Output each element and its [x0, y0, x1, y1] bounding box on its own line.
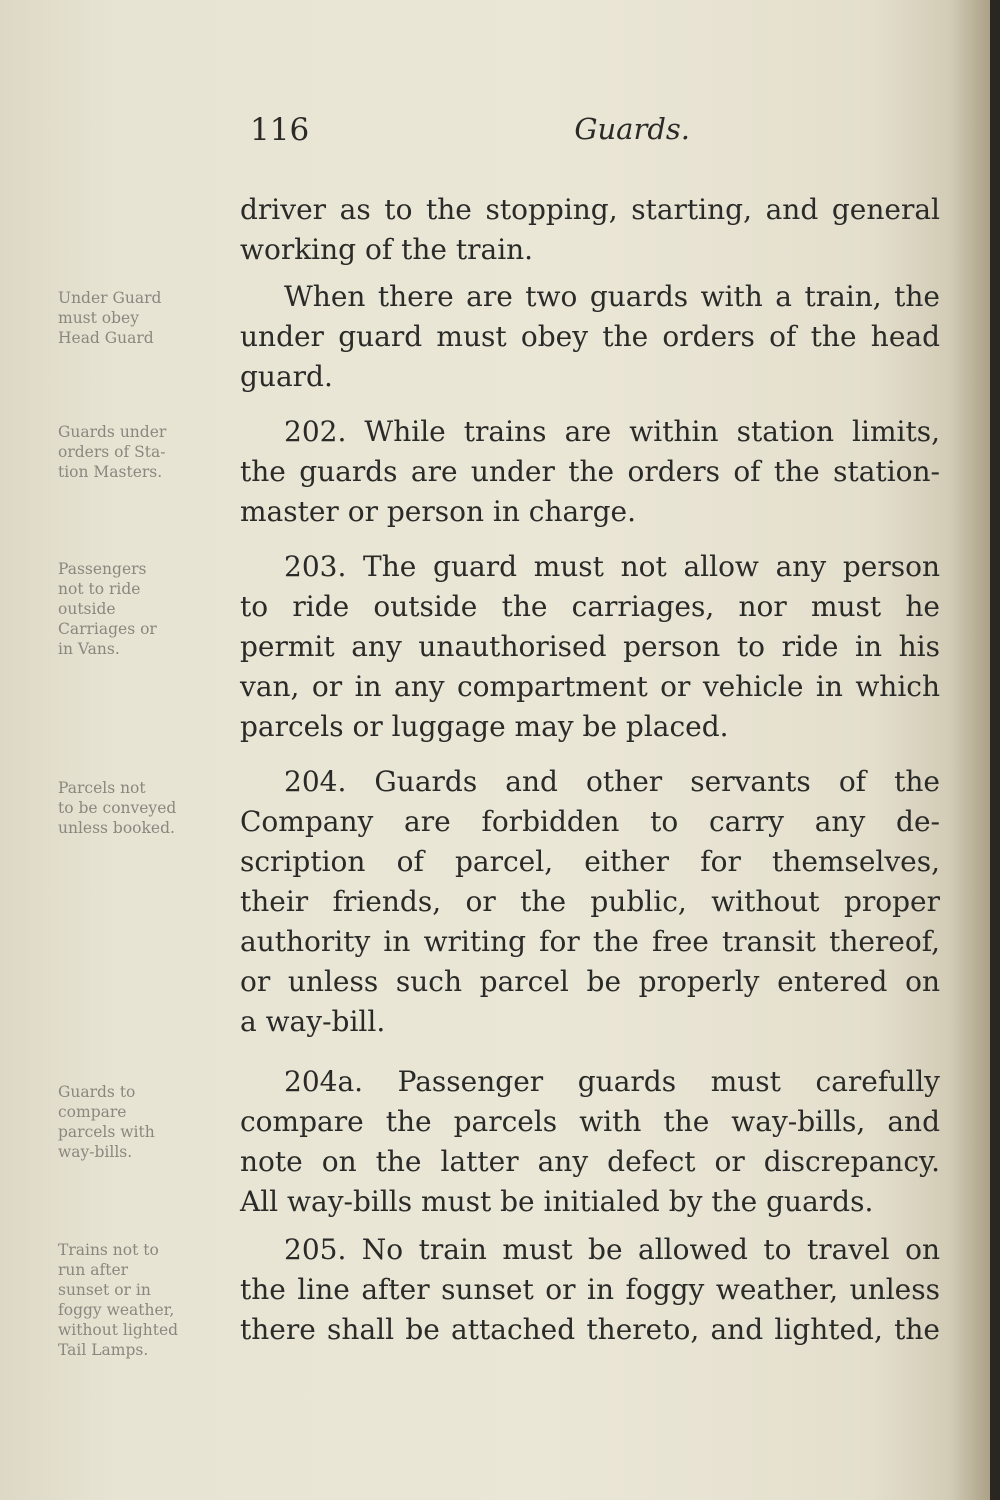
paragraph-203 — [240, 547, 940, 747]
text-line: 202. While trains are within station limits, — [284, 415, 940, 448]
text-line: master or person in charge. — [240, 495, 636, 528]
margin-note-under-guard — [58, 288, 223, 348]
text-line: permit any unauthorised person to ride in his — [240, 630, 940, 663]
text-line: Company are forbidden to carry any de- — [240, 805, 940, 838]
note-line: Parcels not — [58, 779, 146, 797]
page-header — [250, 112, 690, 152]
page-number: 116 — [250, 112, 310, 148]
paragraph-202 — [240, 412, 940, 532]
note-line: outside — [58, 600, 116, 618]
note-line: not to ride — [58, 580, 141, 598]
note-line: unless booked. — [58, 819, 175, 837]
note-line: Guards to — [58, 1083, 136, 1101]
paragraph-continuation — [240, 190, 940, 270]
text-line: there shall be attached thereto, and lighted, the — [240, 1313, 940, 1346]
text-line: a way-bill. — [240, 1005, 386, 1038]
margin-note-station-masters — [58, 422, 223, 482]
note-line: Tail Lamps. — [58, 1341, 149, 1359]
note-line: Guards under — [58, 423, 167, 441]
note-line: to be conveyed — [58, 799, 177, 817]
text-line: the line after sunset or in foggy weather, unless — [240, 1273, 940, 1306]
note-line: without lighted — [58, 1321, 179, 1339]
note-line: compare — [58, 1103, 127, 1121]
text-line: 203. The guard must not allow any person — [284, 550, 940, 583]
text-line: 204a. Passenger guards must carefully — [284, 1065, 940, 1098]
note-line: tion Masters. — [58, 463, 163, 481]
note-line: run after — [58, 1261, 129, 1279]
text-line: 204. Guards and other servants of the — [284, 765, 940, 798]
text-line: to ride outside the carriages, nor must he — [240, 590, 940, 623]
margin-note-passengers — [58, 559, 223, 659]
note-line: Carriages or — [58, 620, 157, 638]
text-line: compare the parcels with the way-bills, and — [240, 1105, 940, 1138]
note-line: must obey — [58, 309, 139, 327]
text-line: working of the train. — [240, 233, 534, 266]
note-line: parcels with — [58, 1123, 155, 1141]
note-line: Under Guard — [58, 289, 162, 307]
paragraph-205 — [240, 1230, 940, 1350]
text-line: or unless such parcel be properly entered on — [240, 965, 940, 998]
text-line: their friends, or the public, without proper — [240, 885, 940, 918]
text-line: guard. — [240, 360, 333, 393]
note-line: orders of Sta- — [58, 443, 166, 461]
text-line: the guards are under the orders of the station- — [240, 455, 940, 488]
text-line: 205. No train must be allowed to travel on — [284, 1233, 940, 1266]
text-line: scription of parcel, either for themselves, — [240, 845, 940, 878]
margin-note-way-bills — [58, 1082, 223, 1162]
note-line: Trains not to — [58, 1241, 159, 1259]
paragraph-204 — [240, 762, 940, 1042]
note-line: Head Guard — [58, 329, 154, 347]
note-line: way-bills. — [58, 1143, 133, 1161]
text-line: van, or in any compartment or vehicle in which — [240, 670, 940, 703]
paragraph-204a — [240, 1062, 940, 1222]
margin-note-tail-lamps — [58, 1240, 223, 1360]
running-title: Guards. — [574, 112, 690, 146]
note-line: in Vans. — [58, 640, 120, 658]
paragraph-under-guard — [240, 277, 940, 397]
margin-note-parcels — [58, 778, 223, 838]
text-line: All way-bills must be initialed by the guards. — [240, 1185, 874, 1218]
text-line: note on the latter any defect or discrepancy. — [240, 1145, 940, 1178]
note-line: foggy weather, — [58, 1301, 175, 1319]
text-line: under guard must obey the orders of the head — [240, 320, 940, 353]
text-line: When there are two guards with a train, the — [284, 280, 940, 313]
text-line: parcels or luggage may be placed. — [240, 710, 729, 743]
text-line: authority in writing for the free transit thereof, — [240, 925, 940, 958]
text-line: driver as to the stopping, starting, and general — [240, 193, 940, 226]
note-line: sunset or in — [58, 1281, 151, 1299]
note-line: Passengers — [58, 560, 147, 578]
